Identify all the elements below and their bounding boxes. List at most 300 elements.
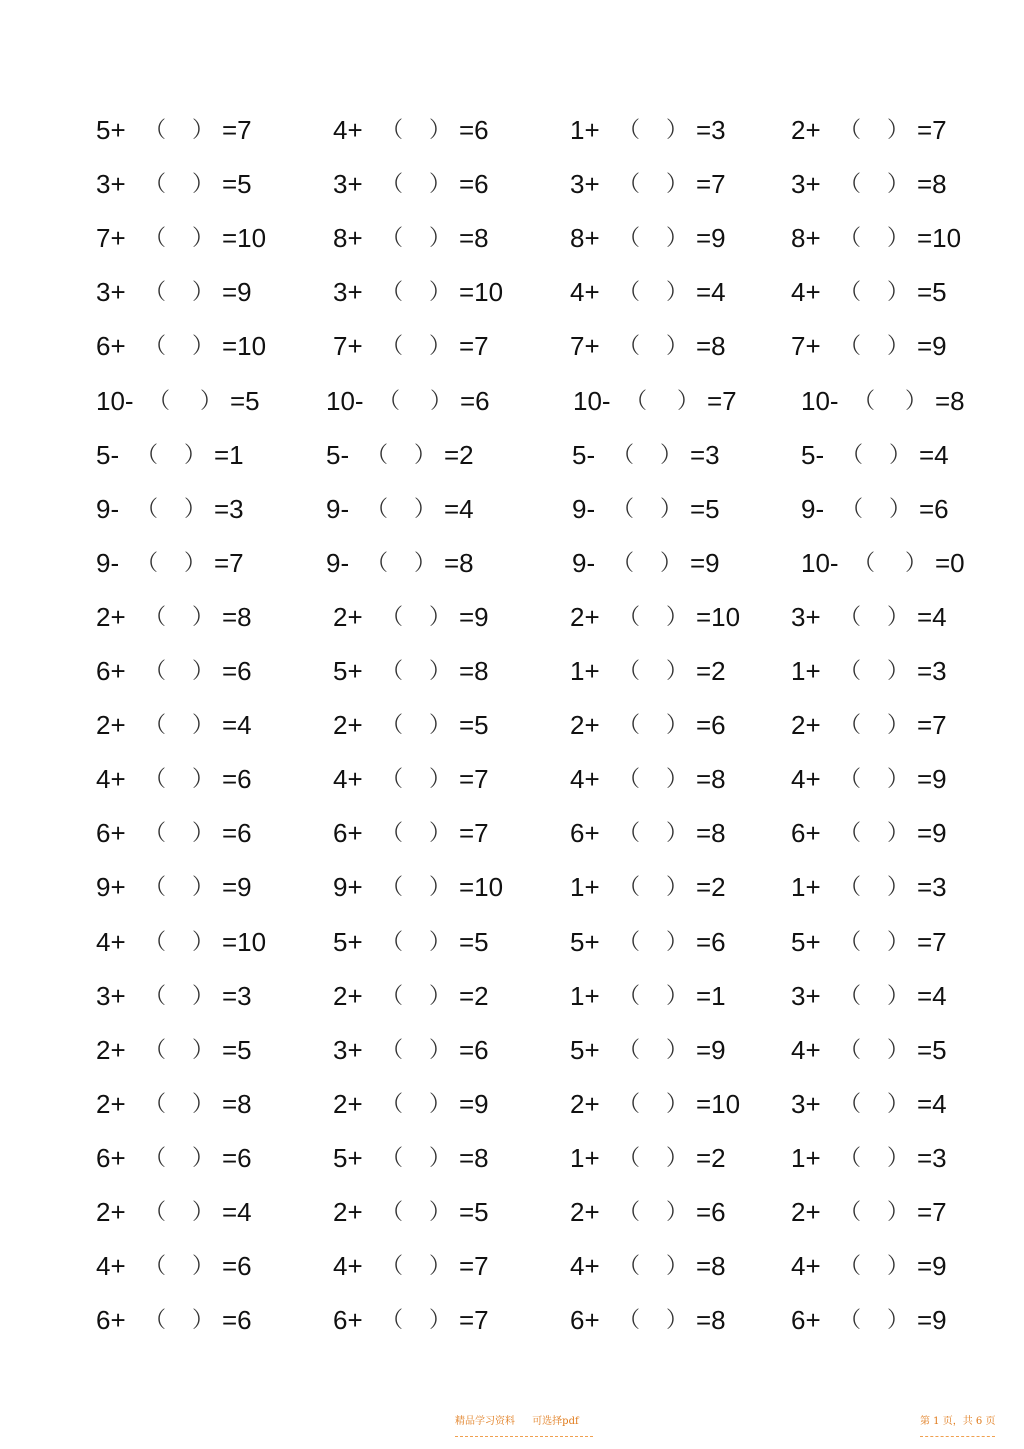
- equation-operand: 6+: [96, 1143, 126, 1173]
- open-paren: （: [839, 1145, 862, 1170]
- equation-operand: 3+: [96, 169, 126, 199]
- close-paren: ）: [887, 658, 910, 683]
- answer-blank[interactable]: [403, 976, 429, 1016]
- answer-blank[interactable]: [640, 218, 666, 258]
- equation-operand: 2+: [333, 602, 363, 632]
- equation-operand: 4+: [791, 1035, 821, 1065]
- answer-blank[interactable]: [403, 326, 429, 366]
- problem-row: [0, 218, 1024, 258]
- answer-blank[interactable]: [403, 1300, 429, 1340]
- equation-result: =9: [917, 1305, 947, 1335]
- equation-result: =6: [222, 818, 252, 848]
- close-paren: ）: [429, 1037, 452, 1062]
- equation-operand: 4+: [333, 115, 363, 145]
- answer-blank[interactable]: [861, 1138, 887, 1178]
- answer-blank[interactable]: [640, 110, 666, 150]
- equation-result: =3: [917, 1143, 947, 1173]
- answer-blank[interactable]: [640, 1084, 666, 1124]
- equation-result: =10: [696, 1089, 741, 1119]
- open-paren: （: [381, 1307, 404, 1332]
- open-paren: （: [618, 874, 641, 899]
- problem-row: [0, 164, 1024, 204]
- close-paren: ）: [887, 929, 910, 954]
- equation-result: =7: [459, 764, 489, 794]
- equation-result: =5: [222, 169, 252, 199]
- close-paren: ）: [887, 874, 910, 899]
- close-paren: ）: [184, 550, 207, 575]
- equation-result: =1: [214, 440, 244, 470]
- answer-blank[interactable]: [875, 543, 905, 583]
- answer-blank[interactable]: [403, 1030, 429, 1070]
- answer-blank[interactable]: [403, 922, 429, 962]
- equation-result: =9: [696, 223, 726, 253]
- close-paren: ）: [666, 1037, 689, 1062]
- answer-blank[interactable]: [861, 1246, 887, 1286]
- answer-blank[interactable]: [403, 164, 429, 204]
- equation-result: =2: [696, 656, 726, 686]
- footer-label-pdf: 可选择pdf: [532, 1416, 579, 1427]
- equation-result: =2: [696, 872, 726, 902]
- open-paren: （: [381, 604, 404, 629]
- open-paren: （: [381, 874, 404, 899]
- equation-result: =2: [696, 1143, 726, 1173]
- equation-operand: 4+: [791, 764, 821, 794]
- close-paren: ）: [887, 279, 910, 304]
- answer-blank[interactable]: [861, 1030, 887, 1070]
- answer-blank[interactable]: [640, 597, 666, 637]
- equation-operand: 4+: [791, 277, 821, 307]
- equation-operand: 5+: [333, 927, 363, 957]
- answer-blank[interactable]: [166, 326, 192, 366]
- close-paren: ）: [666, 279, 689, 304]
- answer-blank[interactable]: [166, 164, 192, 204]
- equation-result: =4: [696, 277, 726, 307]
- answer-blank[interactable]: [166, 597, 192, 637]
- answer-blank[interactable]: [388, 435, 414, 475]
- answer-blank[interactable]: [640, 867, 666, 907]
- equation-result: =6: [696, 1197, 726, 1227]
- equation-result: =4: [919, 440, 949, 470]
- equation-result: =5: [459, 1197, 489, 1227]
- equation-result: =8: [222, 602, 252, 632]
- answer-blank[interactable]: [166, 218, 192, 258]
- equation-operand: 10-: [801, 548, 839, 578]
- answer-blank[interactable]: [640, 705, 666, 745]
- answer-blank[interactable]: [166, 1246, 192, 1286]
- close-paren: ）: [666, 171, 689, 196]
- open-paren: （: [381, 658, 404, 683]
- close-paren: ）: [429, 658, 452, 683]
- equation-operand: 5-: [96, 440, 120, 470]
- open-paren: （: [144, 279, 167, 304]
- equation-operand: 5-: [801, 440, 825, 470]
- answer-blank[interactable]: [647, 381, 677, 421]
- equation-result: =9: [459, 1089, 489, 1119]
- equation-result: =9: [459, 602, 489, 632]
- close-paren: ）: [666, 1145, 689, 1170]
- equation-result: =7: [917, 710, 947, 740]
- equation-operand: 5-: [326, 440, 350, 470]
- answer-blank[interactable]: [403, 597, 429, 637]
- answer-blank[interactable]: [640, 164, 666, 204]
- open-paren: （: [144, 1199, 167, 1224]
- equation-operand: 2+: [333, 981, 363, 1011]
- open-paren: （: [366, 442, 389, 467]
- close-paren: ）: [192, 658, 215, 683]
- equation-result: =4: [444, 494, 474, 524]
- equation-result: =3: [696, 115, 726, 145]
- answer-blank[interactable]: [861, 922, 887, 962]
- answer-blank[interactable]: [640, 759, 666, 799]
- open-paren: （: [618, 1145, 641, 1170]
- answer-blank[interactable]: [403, 813, 429, 853]
- equation-result: =4: [917, 1089, 947, 1119]
- answer-blank[interactable]: [166, 1138, 192, 1178]
- answer-blank[interactable]: [166, 705, 192, 745]
- equation-operand: 2+: [570, 1197, 600, 1227]
- close-paren: ）: [192, 983, 215, 1008]
- answer-blank[interactable]: [403, 1246, 429, 1286]
- open-paren: （: [839, 1199, 862, 1224]
- close-paren: ）: [666, 712, 689, 737]
- answer-blank[interactable]: [634, 543, 660, 583]
- close-paren: ）: [414, 550, 437, 575]
- equation-operand: 4+: [570, 1251, 600, 1281]
- close-paren: ）: [429, 1145, 452, 1170]
- answer-blank[interactable]: [861, 759, 887, 799]
- equation-result: =8: [222, 1089, 252, 1119]
- close-paren: ）: [429, 117, 452, 142]
- footer-left: [455, 1412, 593, 1437]
- equation-result: =5: [917, 277, 947, 307]
- equation-result: =2: [444, 440, 474, 470]
- answer-blank[interactable]: [640, 326, 666, 366]
- answer-blank[interactable]: [640, 1300, 666, 1340]
- open-paren: （: [144, 1145, 167, 1170]
- answer-blank[interactable]: [640, 976, 666, 1016]
- answer-blank[interactable]: [861, 110, 887, 150]
- answer-blank[interactable]: [403, 1138, 429, 1178]
- answer-blank[interactable]: [388, 543, 414, 583]
- answer-blank[interactable]: [166, 1192, 192, 1232]
- equation-result: =3: [690, 440, 720, 470]
- close-paren: ）: [666, 117, 689, 142]
- equation-result: =3: [917, 872, 947, 902]
- equation-operand: 8+: [570, 223, 600, 253]
- answer-blank[interactable]: [861, 1192, 887, 1232]
- close-paren: ）: [889, 496, 912, 521]
- equation-result: =9: [917, 764, 947, 794]
- close-paren: ）: [429, 1199, 452, 1224]
- equation-operand: 4+: [96, 927, 126, 957]
- open-paren: （: [618, 658, 641, 683]
- equation-result: =8: [696, 1305, 726, 1335]
- answer-blank[interactable]: [861, 867, 887, 907]
- open-paren: （: [839, 766, 862, 791]
- equation-result: =6: [459, 1035, 489, 1065]
- answer-blank[interactable]: [158, 543, 184, 583]
- answer-blank[interactable]: [170, 381, 200, 421]
- equation-result: =5: [222, 1035, 252, 1065]
- answer-blank[interactable]: [634, 489, 660, 529]
- equation-operand: 2+: [333, 710, 363, 740]
- answer-blank[interactable]: [403, 272, 429, 312]
- open-paren: （: [144, 712, 167, 737]
- open-paren: （: [144, 983, 167, 1008]
- equation-operand: 5+: [333, 656, 363, 686]
- answer-blank[interactable]: [166, 1300, 192, 1340]
- open-paren: （: [366, 550, 389, 575]
- open-paren: （: [839, 983, 862, 1008]
- answer-blank[interactable]: [640, 651, 666, 691]
- answer-blank[interactable]: [861, 272, 887, 312]
- answer-blank[interactable]: [640, 1030, 666, 1070]
- equation-operand: 2+: [791, 115, 821, 145]
- open-paren: （: [144, 1307, 167, 1332]
- close-paren: ）: [666, 874, 689, 899]
- answer-blank[interactable]: [863, 435, 889, 475]
- equation-operand: 6+: [96, 818, 126, 848]
- equation-operand: 3+: [791, 602, 821, 632]
- open-paren: （: [612, 496, 635, 521]
- open-paren: （: [839, 225, 862, 250]
- equation-operand: 4+: [96, 764, 126, 794]
- close-paren: ）: [905, 388, 928, 413]
- equation-result: =5: [459, 710, 489, 740]
- open-paren: （: [841, 442, 864, 467]
- equation-operand: 4+: [333, 1251, 363, 1281]
- equation-operand: 3+: [570, 169, 600, 199]
- close-paren: ）: [192, 712, 215, 737]
- equation-result: =8: [935, 386, 965, 416]
- close-paren: ）: [889, 442, 912, 467]
- equation-operand: 1+: [570, 981, 600, 1011]
- answer-blank[interactable]: [403, 705, 429, 745]
- answer-blank[interactable]: [166, 813, 192, 853]
- equation-result: =6: [459, 169, 489, 199]
- close-paren: ）: [429, 279, 452, 304]
- equation-result: =6: [222, 1251, 252, 1281]
- answer-blank[interactable]: [166, 110, 192, 150]
- answer-blank[interactable]: [403, 218, 429, 258]
- problem-row: [0, 813, 1024, 853]
- close-paren: ）: [192, 1307, 215, 1332]
- open-paren: （: [381, 279, 404, 304]
- answer-blank[interactable]: [861, 976, 887, 1016]
- answer-blank[interactable]: [166, 272, 192, 312]
- close-paren: ）: [429, 1307, 452, 1332]
- answer-blank[interactable]: [403, 110, 429, 150]
- open-paren: （: [839, 658, 862, 683]
- close-paren: ）: [666, 929, 689, 954]
- answer-blank[interactable]: [403, 1084, 429, 1124]
- answer-blank[interactable]: [640, 1138, 666, 1178]
- open-paren: （: [839, 1037, 862, 1062]
- close-paren: ）: [887, 820, 910, 845]
- open-paren: （: [381, 1199, 404, 1224]
- close-paren: ）: [192, 874, 215, 899]
- answer-blank[interactable]: [640, 1192, 666, 1232]
- close-paren: ）: [887, 983, 910, 1008]
- close-paren: ）: [887, 766, 910, 791]
- answer-blank[interactable]: [166, 976, 192, 1016]
- close-paren: ）: [192, 225, 215, 250]
- open-paren: （: [618, 766, 641, 791]
- equation-operand: 2+: [791, 710, 821, 740]
- close-paren: ）: [192, 820, 215, 845]
- answer-blank[interactable]: [403, 759, 429, 799]
- equation-result: =10: [917, 223, 962, 253]
- answer-blank[interactable]: [861, 164, 887, 204]
- equation-result: =8: [696, 818, 726, 848]
- equation-operand: 7+: [570, 331, 600, 361]
- close-paren: ）: [430, 388, 453, 413]
- open-paren: （: [381, 1091, 404, 1116]
- equation-operand: 2+: [96, 710, 126, 740]
- answer-blank[interactable]: [403, 867, 429, 907]
- close-paren: ）: [887, 333, 910, 358]
- close-paren: ）: [887, 1145, 910, 1170]
- answer-blank[interactable]: [166, 759, 192, 799]
- answer-blank[interactable]: [388, 489, 414, 529]
- equation-result: =8: [444, 548, 474, 578]
- equation-operand: 4+: [333, 764, 363, 794]
- equation-result: =4: [917, 981, 947, 1011]
- equation-result: =1: [696, 981, 726, 1011]
- equation-operand: 1+: [791, 656, 821, 686]
- equation-operand: 1+: [791, 872, 821, 902]
- close-paren: ）: [660, 496, 683, 521]
- answer-blank[interactable]: [158, 435, 184, 475]
- answer-blank[interactable]: [634, 435, 660, 475]
- open-paren: （: [381, 712, 404, 737]
- problem-row: [0, 976, 1024, 1016]
- open-paren: （: [144, 1253, 167, 1278]
- answer-blank[interactable]: [861, 1300, 887, 1340]
- open-paren: （: [618, 983, 641, 1008]
- open-paren: （: [839, 117, 862, 142]
- equation-result: =7: [917, 115, 947, 145]
- answer-blank[interactable]: [861, 1084, 887, 1124]
- close-paren: ）: [429, 983, 452, 1008]
- answer-blank[interactable]: [640, 813, 666, 853]
- equation-result: =9: [917, 1251, 947, 1281]
- open-paren: （: [618, 604, 641, 629]
- equation-operand: 6+: [96, 1305, 126, 1335]
- open-paren: （: [381, 171, 404, 196]
- close-paren: ）: [666, 1307, 689, 1332]
- equation-operand: 8+: [791, 223, 821, 253]
- equation-operand: 3+: [791, 169, 821, 199]
- answer-blank[interactable]: [861, 218, 887, 258]
- equation-operand: 2+: [96, 1089, 126, 1119]
- open-paren: （: [144, 604, 167, 629]
- close-paren: ）: [192, 929, 215, 954]
- answer-blank[interactable]: [861, 597, 887, 637]
- equation-result: =2: [459, 981, 489, 1011]
- equation-operand: 2+: [96, 1197, 126, 1227]
- close-paren: ）: [666, 604, 689, 629]
- open-paren: （: [144, 117, 167, 142]
- answer-blank[interactable]: [166, 1084, 192, 1124]
- equation-result: =9: [222, 277, 252, 307]
- answer-blank[interactable]: [861, 813, 887, 853]
- equation-result: =7: [917, 1197, 947, 1227]
- answer-blank[interactable]: [875, 381, 905, 421]
- equation-result: =5: [230, 386, 260, 416]
- equation-result: =4: [917, 602, 947, 632]
- equation-result: =4: [222, 1197, 252, 1227]
- equation-result: =8: [696, 764, 726, 794]
- answer-blank[interactable]: [640, 922, 666, 962]
- open-paren: （: [618, 1037, 641, 1062]
- open-paren: （: [618, 225, 641, 250]
- close-paren: ）: [414, 496, 437, 521]
- answer-blank[interactable]: [158, 489, 184, 529]
- equation-result: =10: [222, 927, 267, 957]
- answer-blank[interactable]: [863, 489, 889, 529]
- answer-blank[interactable]: [861, 326, 887, 366]
- open-paren: （: [618, 820, 641, 845]
- close-paren: ）: [192, 171, 215, 196]
- answer-blank[interactable]: [400, 381, 430, 421]
- answer-blank[interactable]: [861, 705, 887, 745]
- equation-operand: 9-: [572, 548, 596, 578]
- open-paren: （: [144, 766, 167, 791]
- equation-operand: 4+: [96, 1251, 126, 1281]
- answer-blank[interactable]: [640, 272, 666, 312]
- open-paren: （: [841, 496, 864, 521]
- answer-blank[interactable]: [166, 1030, 192, 1070]
- answer-blank[interactable]: [166, 922, 192, 962]
- equation-result: =6: [222, 1143, 252, 1173]
- problem-row: [0, 326, 1024, 366]
- answer-blank[interactable]: [166, 867, 192, 907]
- equation-result: =7: [214, 548, 244, 578]
- answer-blank[interactable]: [403, 651, 429, 691]
- equation-operand: 9-: [326, 494, 350, 524]
- answer-blank[interactable]: [403, 1192, 429, 1232]
- close-paren: ）: [660, 550, 683, 575]
- answer-blank[interactable]: [861, 651, 887, 691]
- answer-blank[interactable]: [640, 1246, 666, 1286]
- open-paren: （: [839, 279, 862, 304]
- open-paren: （: [381, 1145, 404, 1170]
- close-paren: ）: [192, 333, 215, 358]
- equation-operand: 6+: [96, 656, 126, 686]
- close-paren: ）: [887, 117, 910, 142]
- open-paren: （: [618, 929, 641, 954]
- problem-row: [0, 1138, 1024, 1178]
- open-paren: （: [381, 333, 404, 358]
- close-paren: ）: [887, 1037, 910, 1062]
- open-paren: （: [381, 820, 404, 845]
- open-paren: （: [144, 1091, 167, 1116]
- equation-operand: 2+: [791, 1197, 821, 1227]
- problem-row: [0, 922, 1024, 962]
- equation-operand: 5+: [570, 927, 600, 957]
- open-paren: （: [378, 388, 401, 413]
- answer-blank[interactable]: [166, 651, 192, 691]
- close-paren: ）: [660, 442, 683, 467]
- equation-operand: 5-: [572, 440, 596, 470]
- equation-result: =7: [459, 818, 489, 848]
- close-paren: ）: [666, 333, 689, 358]
- equation-result: =9: [917, 331, 947, 361]
- open-paren: （: [618, 171, 641, 196]
- open-paren: （: [839, 333, 862, 358]
- equation-operand: 1+: [791, 1143, 821, 1173]
